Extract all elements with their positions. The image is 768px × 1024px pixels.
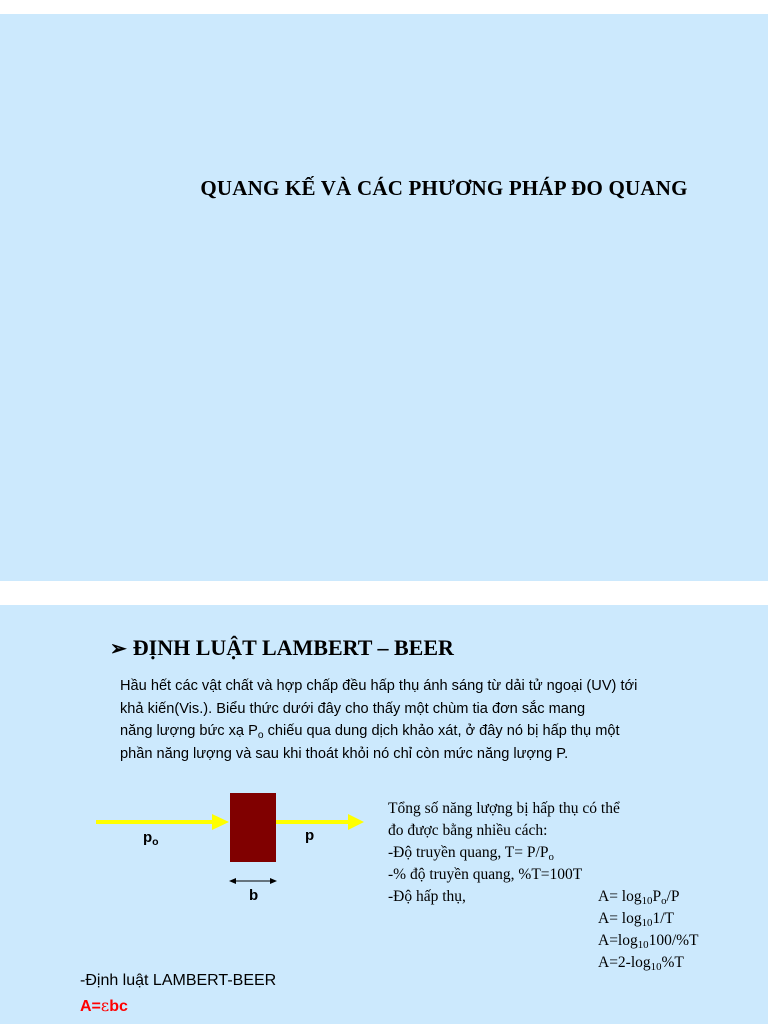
- methods-line: đo được bằng nhiều cách:: [388, 822, 548, 839]
- width-arrow-left-icon: [229, 878, 236, 884]
- heading-text: ĐỊNH LUẬT LAMBERT – BEER: [132, 635, 454, 660]
- lambert-beer-slide: [0, 605, 768, 1024]
- label-p: p: [305, 827, 315, 844]
- intro-line: Hầu hết các vật chất và hợp chấp đều hấp thụ ánh sáng từ dải tử ngoại (UV) tới: [120, 678, 638, 694]
- sample-cell: [230, 793, 276, 862]
- intro-line: khả kiến(Vis.). Biểu thức dưới đây cho thấy một chùm tia đơn sắc mang: [120, 700, 586, 717]
- intro-line: năng lượng bức xạ $P_o$ chiếu qua dung dịch khảo xát, ở đây nó bị hấp thụ một: [120, 723, 620, 741]
- arrow-bullet-icon: ➢: [110, 638, 127, 660]
- formula-3: $A=\log_{10}100/\%T$: [598, 932, 699, 951]
- absorbance-line: -Độ hấp thụ, $A= \log_{10}P_o/P$: [388, 888, 680, 907]
- incident-arrowhead-icon: [212, 814, 229, 830]
- formula-1: $A= \log_{10}P_o/P$: [598, 888, 680, 907]
- percent-transmittance-line: -% độ truyền quang, %T=100T: [388, 866, 583, 883]
- label-b: b: [249, 887, 259, 904]
- methods-line: Tổng số năng lượng bị hấp thụ có thể: [388, 800, 620, 817]
- formula-row: [388, 908, 674, 930]
- slide-title: QUANG KẾ VÀ CÁC PHƯƠNG PHÁP ĐO QUANG: [200, 176, 688, 200]
- title-slide: [0, 14, 768, 581]
- measurement-methods: [388, 798, 699, 974]
- formula-4: $A=2-\log_{10}\%T$: [598, 954, 684, 973]
- formula-2: $A= \log_{10}1/T$: [598, 910, 674, 929]
- transmittance-line: -Độ truyền quang, $T= P/P_o$: [388, 844, 554, 863]
- transmitted-arrowhead-icon: [348, 814, 364, 830]
- intro-line: phần năng lượng và sau khi thoát khỏi nó chỉ còn mức năng lượng P.: [120, 745, 569, 762]
- label-p0: $p_o$: [143, 829, 159, 848]
- width-arrow-right-icon: [270, 878, 277, 884]
- formula-row: [388, 952, 684, 974]
- law-title: -Định luật LAMBERT-BEER: [80, 972, 277, 989]
- formula-row: [388, 930, 699, 952]
- law-formula: A=εbc: [80, 996, 128, 1015]
